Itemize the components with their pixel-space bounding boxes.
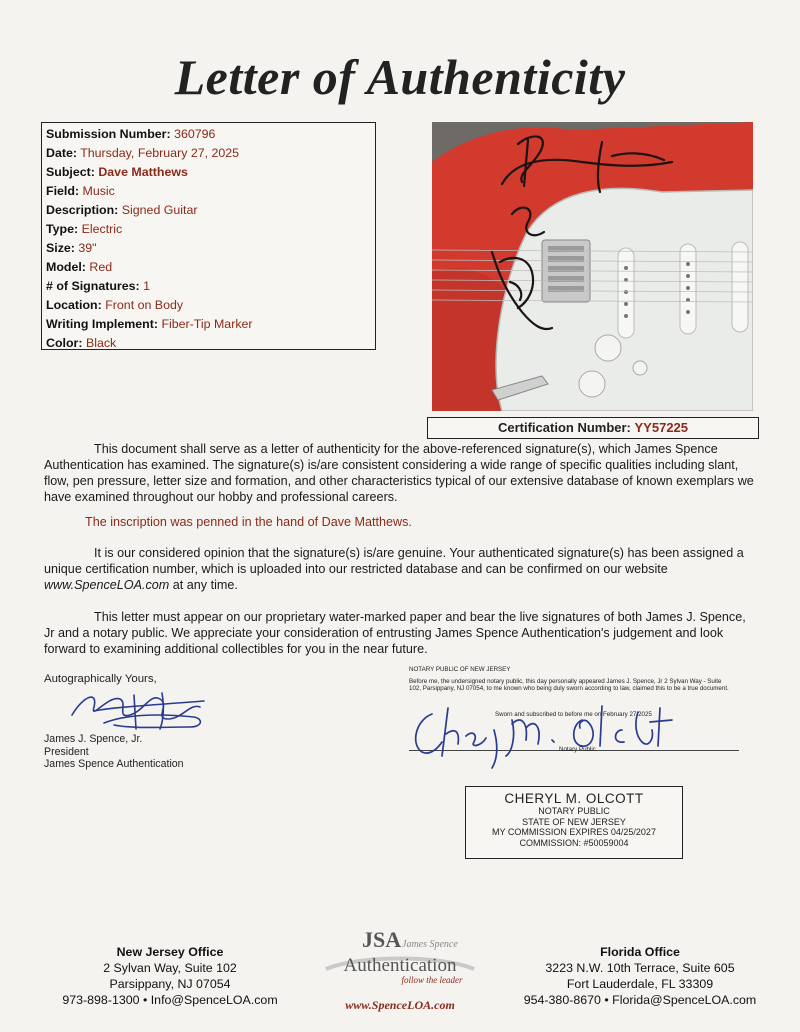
- inscription-note: The inscription was penned in the hand of Dave Matthews.: [85, 515, 412, 529]
- logo-tagline: follow the leader: [401, 975, 463, 985]
- info-label: Description:: [46, 203, 119, 217]
- info-value: Fiber-Tip Marker: [161, 317, 253, 331]
- notary-sworn: Sworn and subscribed to before me on February 27 2025: [495, 711, 652, 718]
- info-value: Thursday, February 27, 2025: [80, 146, 240, 160]
- watermark-paragraph: [44, 609, 756, 657]
- office-title: New Jersey Office: [116, 945, 224, 959]
- info-label: Subject:: [46, 165, 95, 179]
- notary-body: Before me, the undersigned notary public, this day personally appeared James J. Spence, Jr 2 Sylvan Way - Suite 102, Parsippany, NJ 07054, to me known who being duly sworn according to law, claimed this to be a true document.: [409, 677, 729, 692]
- opinion-paragraph: [44, 545, 756, 593]
- office-contact[interactable]: 954-380-8670 • Florida@SpenceLOA.com: [523, 993, 757, 1007]
- certification-value: YY57225: [634, 420, 689, 435]
- info-row: [46, 182, 371, 201]
- info-label: Location:: [46, 298, 102, 312]
- page-title: Letter of Authenticity: [174, 49, 626, 105]
- info-value: Dave Matthews: [98, 165, 188, 179]
- nj-office: [50, 944, 290, 1008]
- info-row: [46, 296, 371, 315]
- authenticity-paragraph: [44, 441, 756, 505]
- office-city: Fort Lauderdale, FL 33309: [566, 977, 714, 991]
- paragraph-text: This letter must appear on our proprietary water-marked paper and bear the live signatures of both James J. Spence, Jr and a notary public. We appreciate your consideration of entrusting James Spence Authentication's judgement and look forward to examining additional collectibles for you in the near future.: [44, 610, 746, 656]
- notary-signature: [402, 700, 682, 770]
- office-address: 3223 N.W. 10th Terrace, Suite 605: [545, 961, 735, 975]
- logo-authentication: Authentication: [343, 955, 457, 976]
- info-label: Color:: [46, 336, 83, 350]
- notary-stamp: [465, 786, 683, 859]
- info-label: # of Signatures:: [46, 279, 140, 293]
- info-row: [46, 277, 371, 296]
- stamp-line: COMMISSION: #50059004: [519, 837, 629, 848]
- info-row: [46, 315, 371, 334]
- info-value: Electric: [81, 222, 123, 236]
- info-label: Model:: [46, 260, 86, 274]
- info-value: Music: [82, 184, 115, 198]
- info-row: [46, 125, 371, 144]
- info-label: Field:: [46, 184, 80, 198]
- info-label: Size:: [46, 241, 75, 255]
- jsa-logo: [320, 925, 480, 1015]
- spence-signature: [64, 685, 214, 733]
- notary-block: [409, 666, 739, 753]
- website-link[interactable]: www.SpenceLOA.com: [44, 578, 170, 592]
- notary-heading: NOTARY PUBLIC OF NEW JERSEY: [409, 666, 511, 673]
- info-label: Date:: [46, 146, 77, 160]
- info-value: 39": [78, 241, 97, 255]
- fl-office: [510, 944, 770, 1008]
- info-value: 360796: [174, 127, 216, 141]
- signer-company: James Spence Authentication: [44, 758, 184, 770]
- signer-role: President: [44, 745, 89, 758]
- info-value: Front on Body: [105, 298, 184, 312]
- info-row: [46, 201, 371, 220]
- office-contact[interactable]: 973-898-1300 • Info@SpenceLOA.com: [62, 993, 278, 1007]
- info-value: 1: [143, 279, 150, 293]
- submission-info-box: [41, 122, 376, 350]
- office-address: 2 Sylvan Way, Suite 102: [103, 961, 237, 975]
- jsa-logo-mark: [320, 925, 480, 1015]
- info-row: [46, 144, 371, 163]
- logo-url[interactable]: www.SpenceLOA.com: [345, 998, 455, 1012]
- logo-spence: James Spence: [402, 939, 458, 950]
- office-city: Parsippany, NJ 07054: [109, 977, 231, 991]
- info-row: [46, 239, 371, 258]
- signed-guitar-photo: [432, 122, 753, 411]
- logo-jsa: JSA: [362, 927, 402, 952]
- paragraph-text: It is our considered opinion that the signature(s) is/are genuine. Your authenticated signature(s) has been assigned a unique certification number, which is uploaded into our restricted database and can be confirmed on our website: [44, 546, 744, 576]
- stamp-line: NOTARY PUBLIC: [538, 806, 610, 816]
- notary-label: Notary Public: [559, 746, 596, 753]
- info-row: [46, 334, 371, 353]
- certification-label: Certification Number:: [497, 420, 631, 435]
- info-label: Type:: [46, 222, 79, 236]
- signer-details: [44, 733, 244, 771]
- paragraph-text: This document shall serve as a letter of authenticity for the above-referenced signature(s), which James Spence Authentication has examined. The signature(s) is/are consistent considering a wide range of specific qualities including slant, flow, pen pressure, letter size and formation, and other characteristics typical of our extensive database of known exemplars we have examined throughout our hobby and professional careers.: [44, 442, 754, 504]
- notary-name: CHERYL M. OLCOTT: [504, 791, 644, 806]
- stamp-line: STATE OF NEW JERSEY: [522, 816, 626, 827]
- stamp-line: MY COMMISSION EXPIRES 04/25/2027: [492, 827, 656, 838]
- certification-number: [427, 417, 759, 439]
- closing-text: Autographically Yours,: [44, 673, 157, 685]
- signer-name: James J. Spence, Jr.: [44, 733, 143, 745]
- info-row: [46, 220, 371, 239]
- info-label: Writing Implement:: [46, 317, 158, 331]
- office-title: Florida Office: [600, 945, 680, 959]
- info-row: [46, 163, 371, 182]
- info-value: Signed Guitar: [121, 203, 198, 217]
- info-row: [46, 258, 371, 277]
- info-value: Red: [89, 260, 113, 274]
- info-label: Submission Number:: [46, 127, 171, 141]
- signoff-block: [44, 673, 184, 770]
- paragraph-text: at any time.: [169, 578, 238, 592]
- guitar-illustration: [432, 122, 753, 411]
- info-value: Black: [85, 336, 117, 350]
